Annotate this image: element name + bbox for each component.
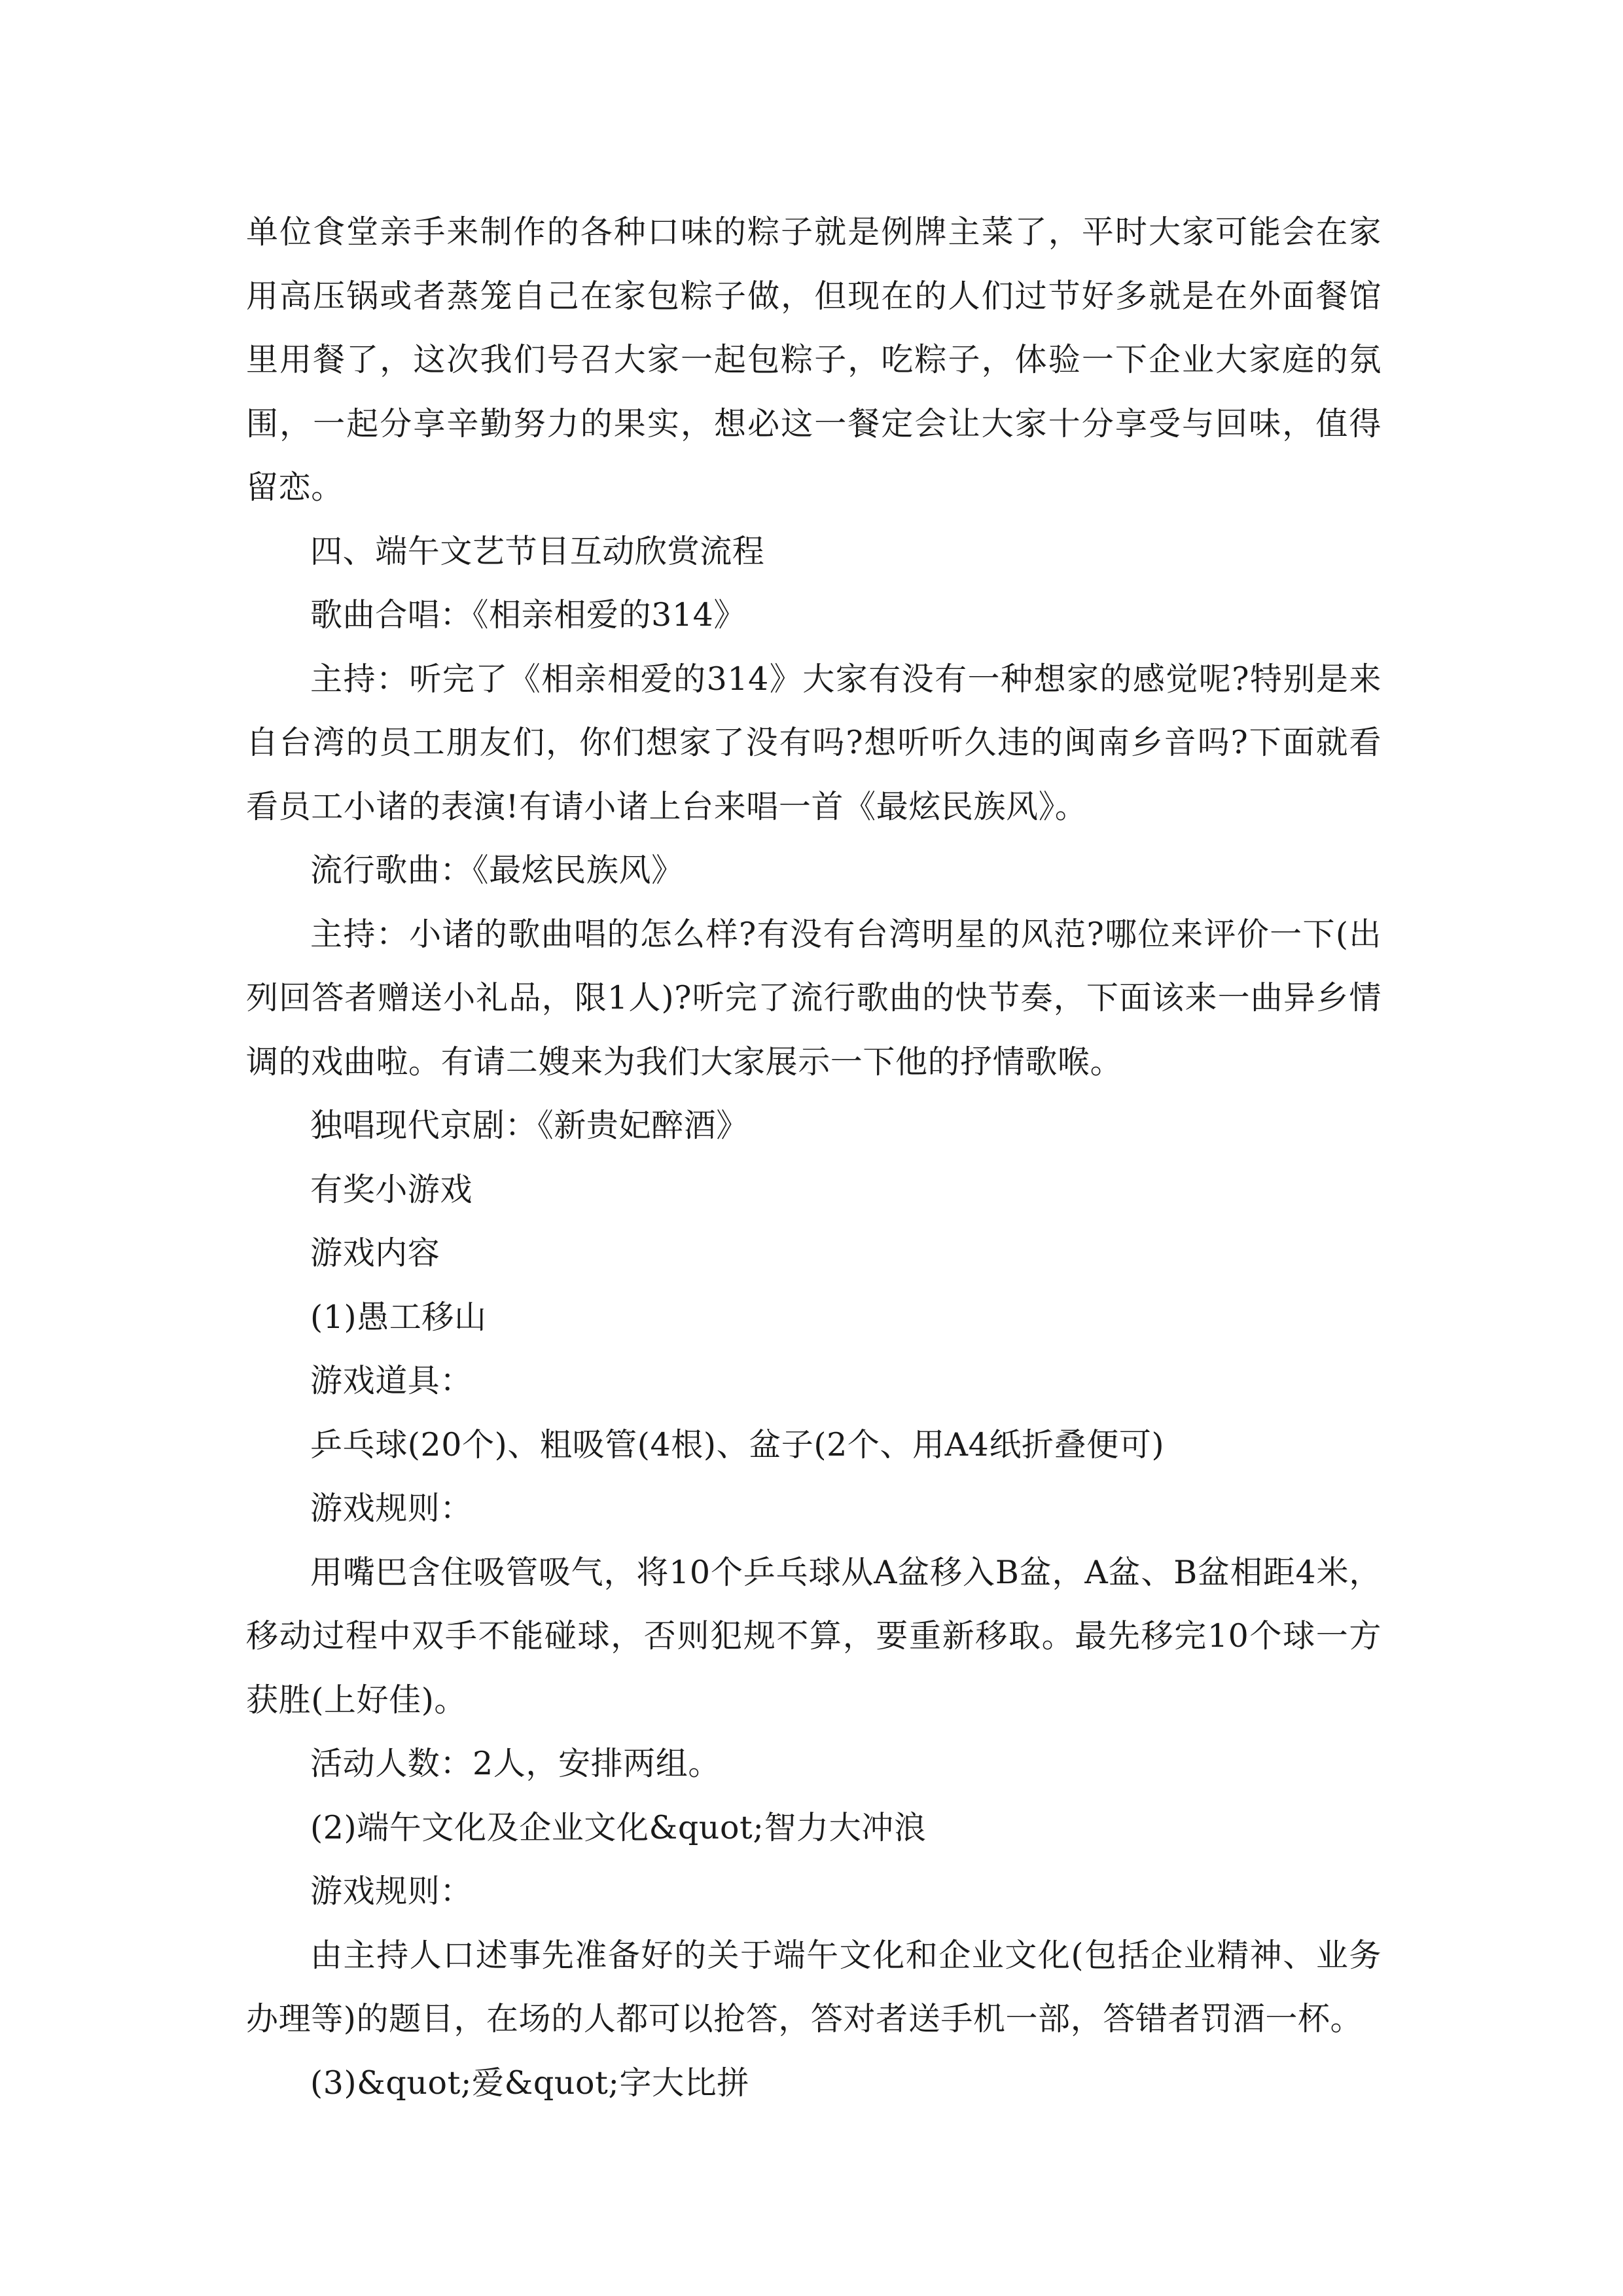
program-item-pop-song: 流行歌曲：《最炫民族风》 [310,852,684,889]
host-line-2: 主持：小诸的歌曲唱的怎么样?有没有台湾明星的风范?哪位来评价一下(出列回答者赠送小礼品，限1人)?听完了流行歌曲的快节奏，下面该来一曲异乡情调的戏曲啦。有请二嫂来为我们大家展示一下他的抒情歌喉。 [246,915,1382,1081]
game-1-props-label: 游戏道具： [310,1362,473,1399]
game-2-rules-label: 游戏规则： [310,1873,473,1910]
game-1-participants: 活动人数：2人，安排两组。 [310,1745,721,1782]
program-item-opera: 独唱现代京剧：《新贵妃醉酒》 [310,1107,749,1144]
game-2-title: (2)端午文化及企业文化&quot;智力大冲浪 [310,1808,927,1846]
host-line-1: 主持：听完了《相亲相爱的314》大家有没有一种想家的感觉呢?特别是来自台湾的员工朋友们，你们想家了没有吗?想听听久违的闽南乡音吗?下面就看看员工小诸的表演!有请小诸上台来唱一首《最炫民族风》。 [246,660,1382,825]
document-body [246,200,1382,2115]
paragraph-1: 单位食堂亲手来制作的各种口味的粽子就是例牌主菜了，平时大家可能会在家用高压锅或者蒸笼自己在家包粽子做，但现在的人们过节好多就是在外面餐馆里用餐了，这次我们号召大家一起包粽子，吃粽子，体验一下企业大家庭的氛围，一起分享辛勤努力的果实，想必这一餐定会让大家十分享受与回味，值得留恋。 [246,213,1382,506]
game-content-label: 游戏内容 [310,1234,440,1272]
section-heading-4: 四、端午文艺节目互动欣赏流程 [310,532,765,570]
game-1-rules-label: 游戏规则： [310,1490,473,1527]
game-2-rules: 由主持人口述事先准备好的关于端午文化和企业文化(包括企业精神、业务办理等)的题目，在场的人都可以抢答，答对者送手机一部，答错者罚酒一杯。 [246,1936,1382,2037]
game-1-props: 乒乓球(20个)、粗吸管(4根)、盆子(2个、用A4纸折叠便可) [310,1426,1165,1463]
game-1-rules: 用嘴巴含住吸管吸气，将10个乒乓球从A盆移入B盆，A盆、B盆相距4米，移动过程中双手不能碰球，否则犯规不算，要重新移取。最先移完10个球一方获胜(上好佳)。 [246,1553,1382,1719]
game-3-title: (3)&quot;爱&quot;字大比拼 [310,2064,749,2102]
game-1-title: (1)愚工移山 [310,1298,487,1336]
program-item-chorus: 歌曲合唱：《相亲相爱的314》 [310,596,747,634]
game-section-title: 有奖小游戏 [310,1170,473,1208]
